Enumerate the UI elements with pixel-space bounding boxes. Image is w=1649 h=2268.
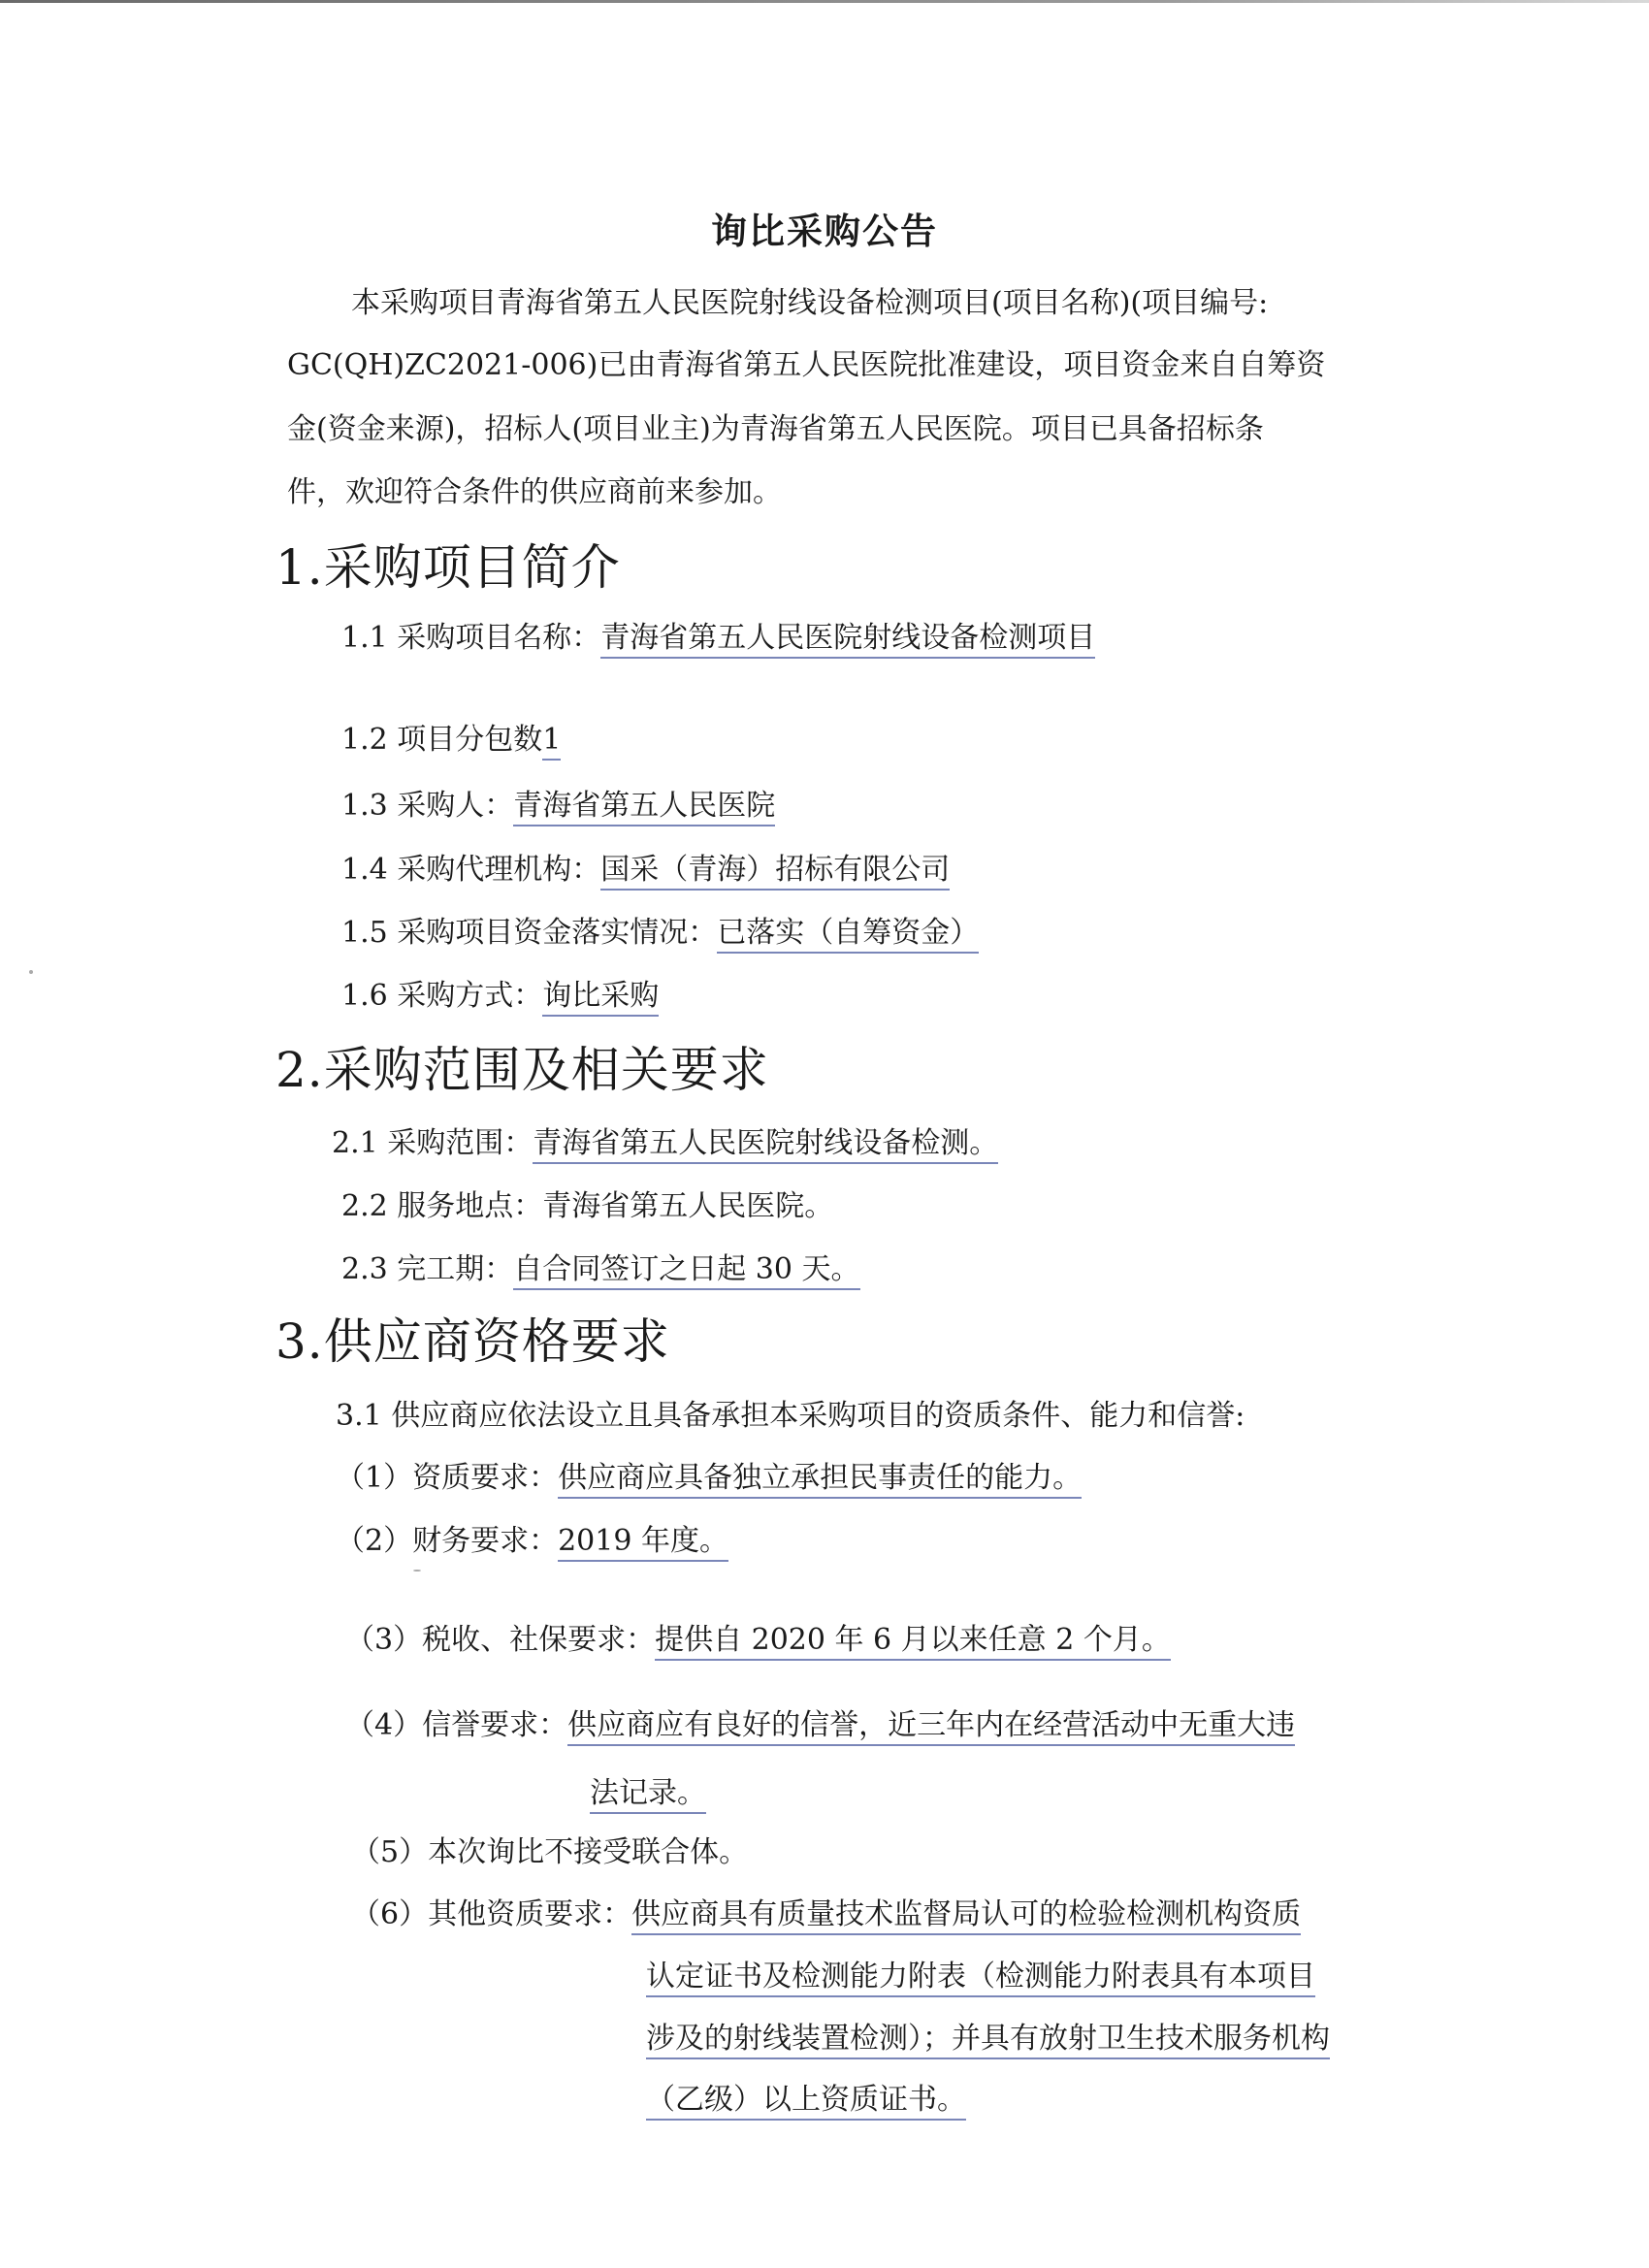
req-value-cont: 涉及的射线装置检测）；并具有放射卫生技术服务机构	[646, 2022, 1330, 2059]
item-value: 1	[542, 723, 561, 761]
item-1-6	[341, 971, 659, 1014]
item-value: 青海省第五人民医院射线设备检测。	[533, 1126, 998, 1164]
req-value: 供应商应有良好的信誉，近三年内在经营活动中无重大违	[567, 1708, 1295, 1746]
item-3-1: 3.1 供应商应依法设立且具备承担本采购项目的资质条件、能力和信誉:	[336, 1399, 1245, 1433]
item-value: 青海省第五人民医院。	[542, 1189, 834, 1223]
item-label: 2.2 服务地点：	[341, 1189, 543, 1223]
section-1-heading: 1.采购项目简介	[275, 539, 621, 596]
req-label: （2）财务要求：	[336, 1524, 559, 1558]
item-1-1	[341, 613, 1095, 656]
intro-line-2: GC(QH)ZC2021-006)已由青海省第五人民医院批准建设，项目资金来自自筹资	[287, 348, 1326, 382]
section-3-heading: 3.供应商资格要求	[275, 1313, 670, 1370]
section-2-heading: 2.采购范围及相关要求	[275, 1042, 769, 1098]
req-label: （6）其他资质要求：	[351, 1897, 632, 1931]
intro-line-4: 件，欢迎符合条件的供应商前来参加。	[287, 475, 782, 509]
item-label: 1.3 采购人：	[341, 789, 514, 823]
req-6-cont-1	[646, 1952, 1315, 1994]
scan-speck	[29, 970, 33, 974]
req-1	[336, 1453, 1082, 1496]
req-label: （4）信誉要求：	[345, 1708, 568, 1742]
req-value: 供应商应具备独立承担民事责任的能力。	[558, 1461, 1082, 1499]
item-value: 国采（青海）招标有限公司	[600, 853, 950, 891]
intro-line-1: 本采购项目青海省第五人民医院射线设备检测项目(项目名称)(项目编号:	[351, 286, 1269, 320]
req-3	[345, 1615, 1171, 1658]
req-value: 2019 年度。	[558, 1524, 728, 1562]
item-value: 青海省第五人民医院	[513, 789, 775, 826]
req-label: （1）资质要求：	[336, 1461, 559, 1495]
item-2-2	[341, 1182, 833, 1224]
req-6	[351, 1890, 1301, 1932]
item-2-1	[332, 1118, 998, 1161]
item-1-2	[341, 715, 561, 758]
item-value: 自合同签订之日起 30 天。	[513, 1252, 859, 1290]
req-4	[345, 1701, 1295, 1743]
item-1-3	[341, 781, 775, 824]
req-value-cont: 法记录。	[590, 1776, 706, 1814]
item-value: 青海省第五人民医院射线设备检测项目	[600, 621, 1095, 659]
intro-line-3: 金(资金来源)，招标人(项目业主)为青海省第五人民医院。项目已具备招标条	[287, 412, 1264, 446]
req-4-cont	[590, 1768, 706, 1811]
item-value: 已落实（自筹资金）	[717, 916, 979, 954]
item-label: 2.3 完工期：	[341, 1252, 514, 1286]
req-label: （3）税收、社保要求：	[345, 1623, 656, 1657]
item-label: 2.1 采购范围：	[332, 1126, 534, 1160]
item-label: 1.1 采购项目名称：	[341, 621, 601, 655]
item-1-4	[341, 845, 950, 888]
scan-speck	[413, 1570, 421, 1571]
req-value: 提供自 2020 年 6 月以来任意 2 个月。	[655, 1623, 1171, 1661]
req-6-cont-3	[646, 2075, 966, 2118]
req-6-cont-2	[646, 2014, 1330, 2057]
req-2	[336, 1516, 728, 1559]
req-value-cont: （乙级）以上资质证书。	[646, 2083, 966, 2121]
req-value: 供应商具有质量技术监督局认可的检验检测机构资质	[631, 1897, 1301, 1935]
item-1-5	[341, 908, 979, 951]
req-5: （5）本次询比不接受联合体。	[351, 1835, 749, 1869]
item-label: 1.2 项目分包数	[341, 723, 543, 757]
document-title: 询比采购公告	[711, 210, 938, 252]
item-label: 1.5 采购项目资金落实情况：	[341, 916, 718, 950]
item-label: 1.4 采购代理机构：	[341, 853, 601, 887]
req-value-cont: 认定证书及检测能力附表（检测能力附表具有本项目	[646, 1960, 1315, 1997]
item-2-3	[341, 1245, 860, 1287]
item-label: 1.6 采购方式：	[341, 979, 543, 1013]
item-value: 询比采购	[542, 979, 659, 1017]
scan-edge	[0, 0, 1649, 3]
